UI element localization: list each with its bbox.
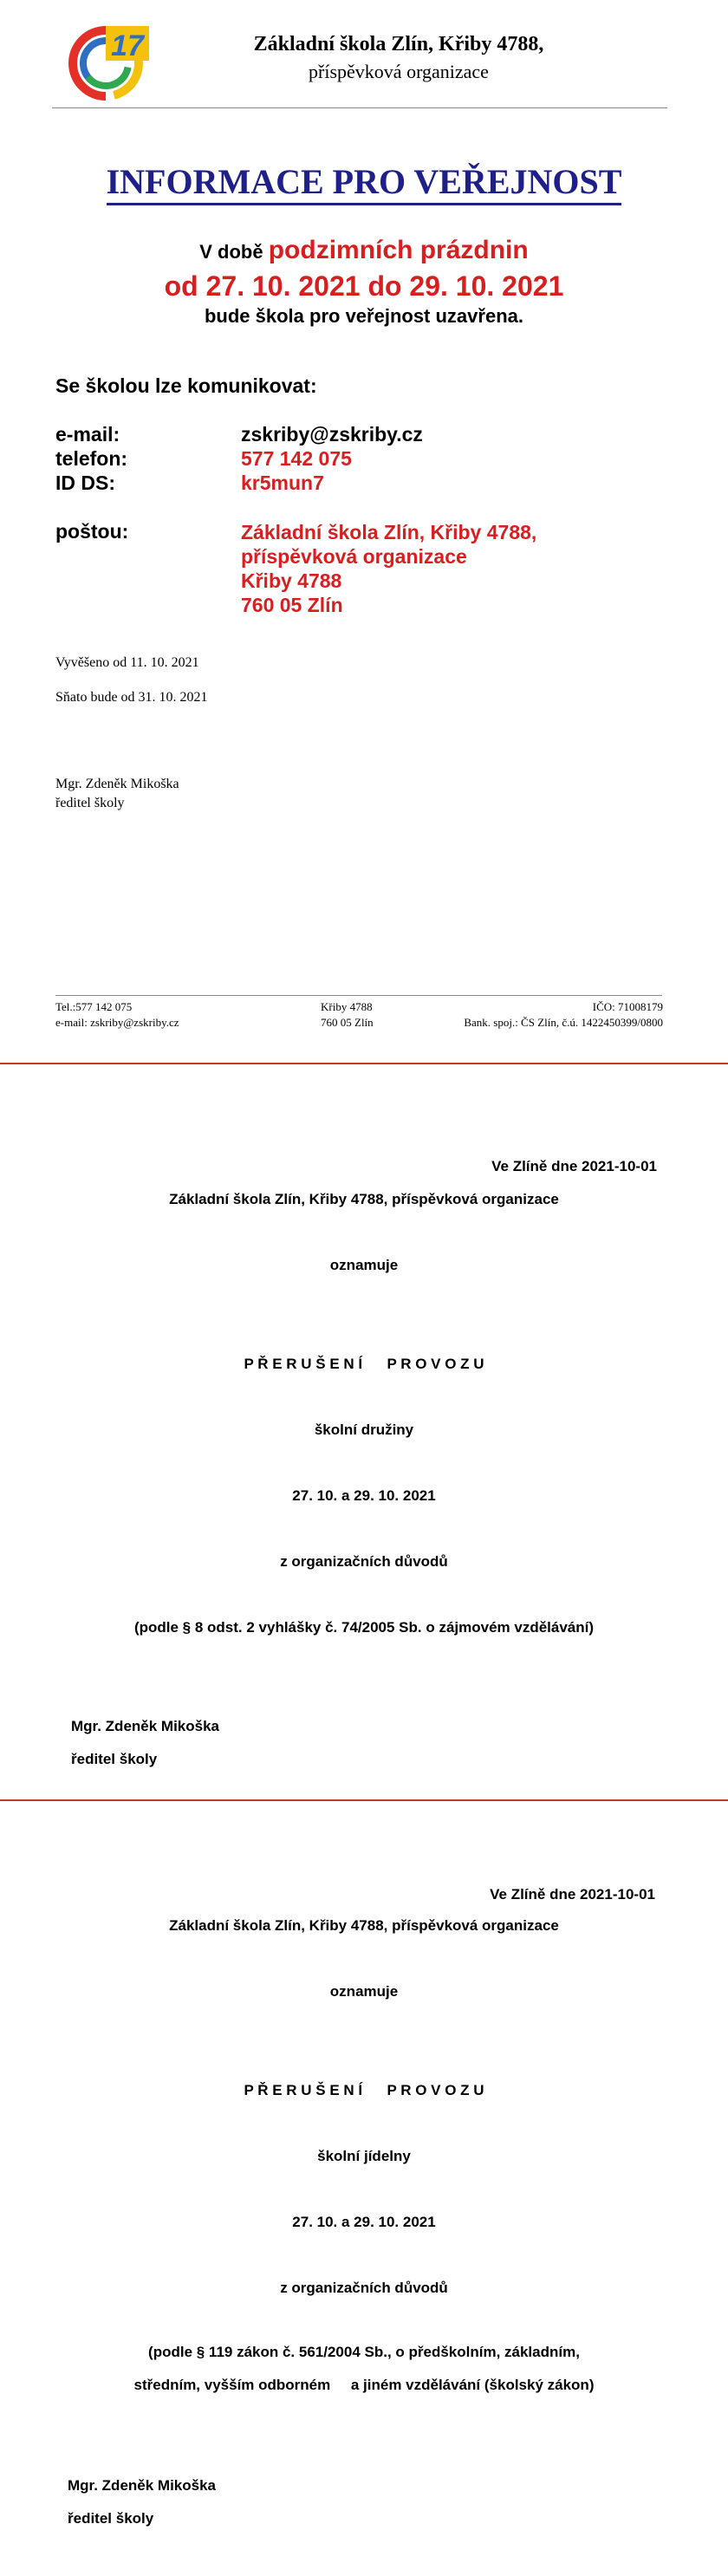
notice2-reason: z organizačních důvodů [280,2280,448,2296]
notice2-announces: oznamuje [329,1983,399,2000]
header-line-2: příspěvková organizace [309,61,489,82]
page-separator-1 [0,1063,728,1064]
footer-bank: Bank. spoj.: ČS Zlín, č.ú. 1422450399/0800 [464,1016,663,1029]
footer-city: 760 05 Zlín [321,1016,374,1029]
contact-label-phone: telefon: [55,447,128,470]
school-logo-17-icon [64,16,159,102]
notice2-law-line-2: středním, vyšším odborném a jiném vzdělávání (školský zákon) [133,2377,595,2393]
footer-ico: IČO: 71008179 [592,1000,663,1013]
notice2-signer-name: Mgr. Zdeněk Mikoška [68,2477,216,2494]
logo-number: 17 [111,29,144,62]
footer-divider [55,995,662,996]
footer-tel: Tel.:577 142 075 [55,1000,133,1013]
notice2-heading: P Ř E R U Š E N Í P R O V O Z U [244,2082,484,2098]
date-range: od 27. 10. 2021 do 29. 10. 2021 [164,270,564,302]
notice1-reason: z organizačních důvodů [280,1553,448,1570]
contact-value-ds: kr5mun7 [241,472,324,494]
notice1-heading: P Ř E R U Š E N Í P R O V O Z U [244,1356,484,1372]
notice1-date: Ve Zlíně dne 2021-10-01 [491,1158,657,1174]
page-separator-2 [0,1799,728,1801]
intro-line [0,236,728,265]
notice1-signer-name: Mgr. Zdeněk Mikoška [71,1718,219,1734]
page-title: INFORMACE PRO VEŘEJNOST [107,162,622,205]
signer-title: ředitel školy [55,796,125,810]
signer-name: Mgr. Zdeněk Mikoška [55,777,179,791]
notice2-law-line-1: (podle § 119 zákon č. 561/2004 Sb., o předškolním, základním, [148,2344,580,2360]
notice2-org: Základní škola Zlín, Křiby 4788, příspěvková organizace [169,1917,559,1934]
notice2-dates: 27. 10. a 29. 10. 2021 [292,2214,436,2230]
posted-date: Vyvěšeno od 11. 10. 2021 [55,655,199,670]
notice1-org: Základní škola Zlín, Křiby 4788, příspěvková organizace [169,1191,559,1207]
post-address [241,520,536,617]
post-label: poštou: [55,520,129,543]
notice2-subject: školní jídelny [317,2148,411,2164]
contact-heading: Se školou lze komunikovat: [55,374,317,397]
post-line-3: Křiby 4788 [241,569,342,592]
notice1-signer-title: ředitel školy [71,1751,158,1767]
contact-label-email: e-mail: [55,423,120,446]
intro-highlight: podzimních prázdnin [268,236,529,264]
contact-value-phone[interactable]: 577 142 075 [241,447,352,470]
notice1-announces: oznamuje [329,1257,399,1273]
contact-label-ds: ID DS: [55,472,115,494]
school-logo [64,16,159,102]
removed-date: Sňato bude od 31. 10. 2021 [55,690,208,705]
post-line-1: Základní škola Zlín, Křiby 4788, [241,521,537,543]
intro-prefix: V době [199,241,263,263]
footer-email: e-mail: zskriby@zskriby.cz [55,1016,179,1029]
footer-street: Křiby 4788 [321,1000,373,1013]
notice2-date: Ve Zlíně dne 2021-10-01 [490,1886,655,1903]
notice1-dates: 27. 10. a 29. 10. 2021 [292,1487,436,1504]
notice1-law: (podle § 8 odst. 2 vyhlášky č. 74/2005 Sb. o zájmovém vzdělávání) [133,1619,595,1636]
closed-text: bude škola pro veřejnost uzavřena. [204,305,523,327]
post-line-2: příspěvková organizace [241,545,467,568]
contact-value-email[interactable]: zskriby@zskriby.cz [241,423,423,446]
post-line-4: 760 05 Zlín [241,594,343,616]
notice1-subject: školní družiny [314,1421,414,1438]
header-divider [52,107,667,108]
header-line-1: Základní škola Zlín, Křiby 4788, [253,33,544,55]
notice2-signer-title: ředitel školy [68,2510,154,2527]
